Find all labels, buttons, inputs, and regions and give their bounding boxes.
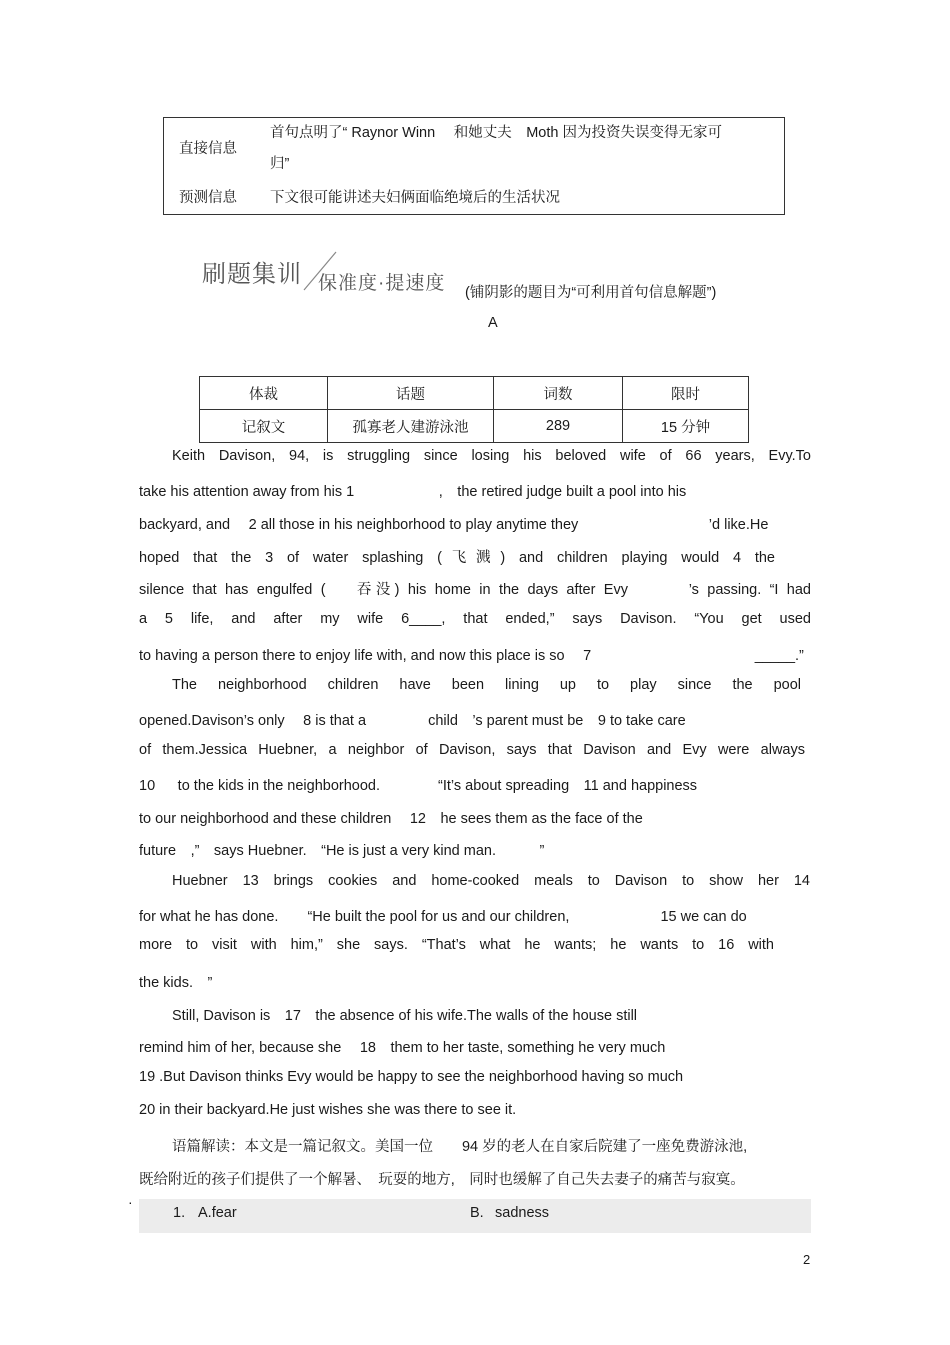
passage-line: backyard, and 2 all those in his neighborhood to play anytime they ’d like.He bbox=[139, 517, 769, 533]
meta-value-genre: 记叙文 bbox=[200, 410, 328, 443]
banner-title-left: 刷题集训 bbox=[202, 261, 302, 288]
info-text-direct-line2: 归” bbox=[270, 156, 290, 172]
analysis-line-1: 语篇解读：本文是一篇记叙文。美国一位 94 岁的老人在自家后院建了一座免费游泳池, bbox=[172, 1139, 748, 1155]
passage-line: to our neighborhood and these children 12 he sees them as the face of the bbox=[139, 811, 643, 827]
passage-line: 19 .But Davison thinks Evy would be happy to see the neighborhood having so much bbox=[139, 1069, 684, 1085]
question-number: 1. bbox=[173, 1205, 186, 1221]
passage-line: take his attention away from his 1 , the retired judge built a pool into his bbox=[139, 484, 687, 500]
page-number: 2 bbox=[803, 1252, 811, 1267]
passage-line: 20 in their backyard.He just wishes she was there to see it. bbox=[139, 1102, 517, 1118]
info-table bbox=[163, 117, 785, 215]
passage-line: Still, Davison is 17 the absence of his wife.The walls of the house still bbox=[172, 1008, 638, 1024]
analysis-line-2: 既给附近的孩子们提供了一个解暑、 玩耍的地方, 同时也缓解了自己失去妻子的痛苦与寂寞。 bbox=[139, 1172, 745, 1188]
meta-header-genre: 体裁 bbox=[200, 377, 328, 410]
meta-header-words: 词数 bbox=[494, 377, 623, 410]
section-letter: A bbox=[488, 315, 498, 331]
passage-line: a 5 life, and after my wife 6____, that ended,” says Davison. “You get used bbox=[139, 611, 811, 627]
meta-value-time: 15 分钟 bbox=[623, 410, 749, 443]
info-label-direct: 直接信息 bbox=[179, 141, 237, 157]
bullet-mark: · bbox=[128, 1194, 133, 1210]
banner-title-right: 保准度·提速度 bbox=[318, 273, 446, 294]
info-text-direct-line1: 首句点明了“ Raynor Winn 和她丈夫 Moth 因为投资失误变得无家可 bbox=[270, 125, 722, 141]
passage-line: to having a person there to enjoy life with, and now this place is so 7 _____.” bbox=[139, 648, 804, 664]
passage-line: the kids. ” bbox=[139, 975, 213, 991]
option-b[interactable]: sadness bbox=[495, 1205, 550, 1221]
passage-line: remind him of her, because she 18 them to her taste, something he very much bbox=[139, 1040, 666, 1056]
option-b-letter[interactable]: B. bbox=[470, 1205, 484, 1221]
passage-line: The neighborhood children have been lining up to play since the pool bbox=[172, 677, 801, 693]
meta-header-topic: 话题 bbox=[328, 377, 494, 410]
option-a[interactable]: A.fear bbox=[198, 1205, 237, 1221]
passage-line: Huebner 13 brings cookies and home-cooked meals to Davison to show her 14 bbox=[172, 873, 810, 889]
passage-line: future ,” says Huebner. “He is just a very kind man. ” bbox=[139, 843, 545, 859]
passage-line: of them.Jessica Huebner, a neighbor of Davison, says that Davison and Evy were always bbox=[139, 742, 805, 758]
passage-line: Keith Davison, 94, is struggling since losing his beloved wife of 66 years, Evy.To bbox=[172, 448, 811, 464]
passage-line: silence that has engulfed ( 吞没) his home in the days after Evy ’s passing. “I had bbox=[139, 582, 811, 598]
passage-line: opened.Davison’s only 8 is that a child ’s parent must be 9 to take care bbox=[139, 713, 686, 729]
passage-line: more to visit with him,” she says. “That’s what he wants; he wants to 16 with bbox=[139, 937, 774, 953]
passage-line: 10 to the kids in the neighborhood. “It’s about spreading 11 and happiness bbox=[139, 778, 698, 794]
passage-line: hoped that the 3 of water splashing (飞溅) and children playing would 4 the bbox=[139, 550, 775, 566]
question-1-options bbox=[139, 1199, 811, 1233]
banner-note: (铺阴影的题目为“可利用首句信息解题”) bbox=[465, 285, 717, 301]
meta-table bbox=[199, 376, 749, 443]
info-label-predict: 预测信息 bbox=[179, 190, 237, 206]
meta-header-time: 限时 bbox=[623, 377, 749, 410]
meta-value-topic: 孤寡老人建游泳池 bbox=[328, 410, 494, 443]
passage-line: for what he has done. “He built the pool for us and our children, 15 we can do bbox=[139, 909, 747, 925]
meta-value-words: 289 bbox=[494, 410, 623, 443]
info-text-predict: 下文很可能讲述夫妇俩面临绝境后的生活状况 bbox=[270, 190, 560, 206]
